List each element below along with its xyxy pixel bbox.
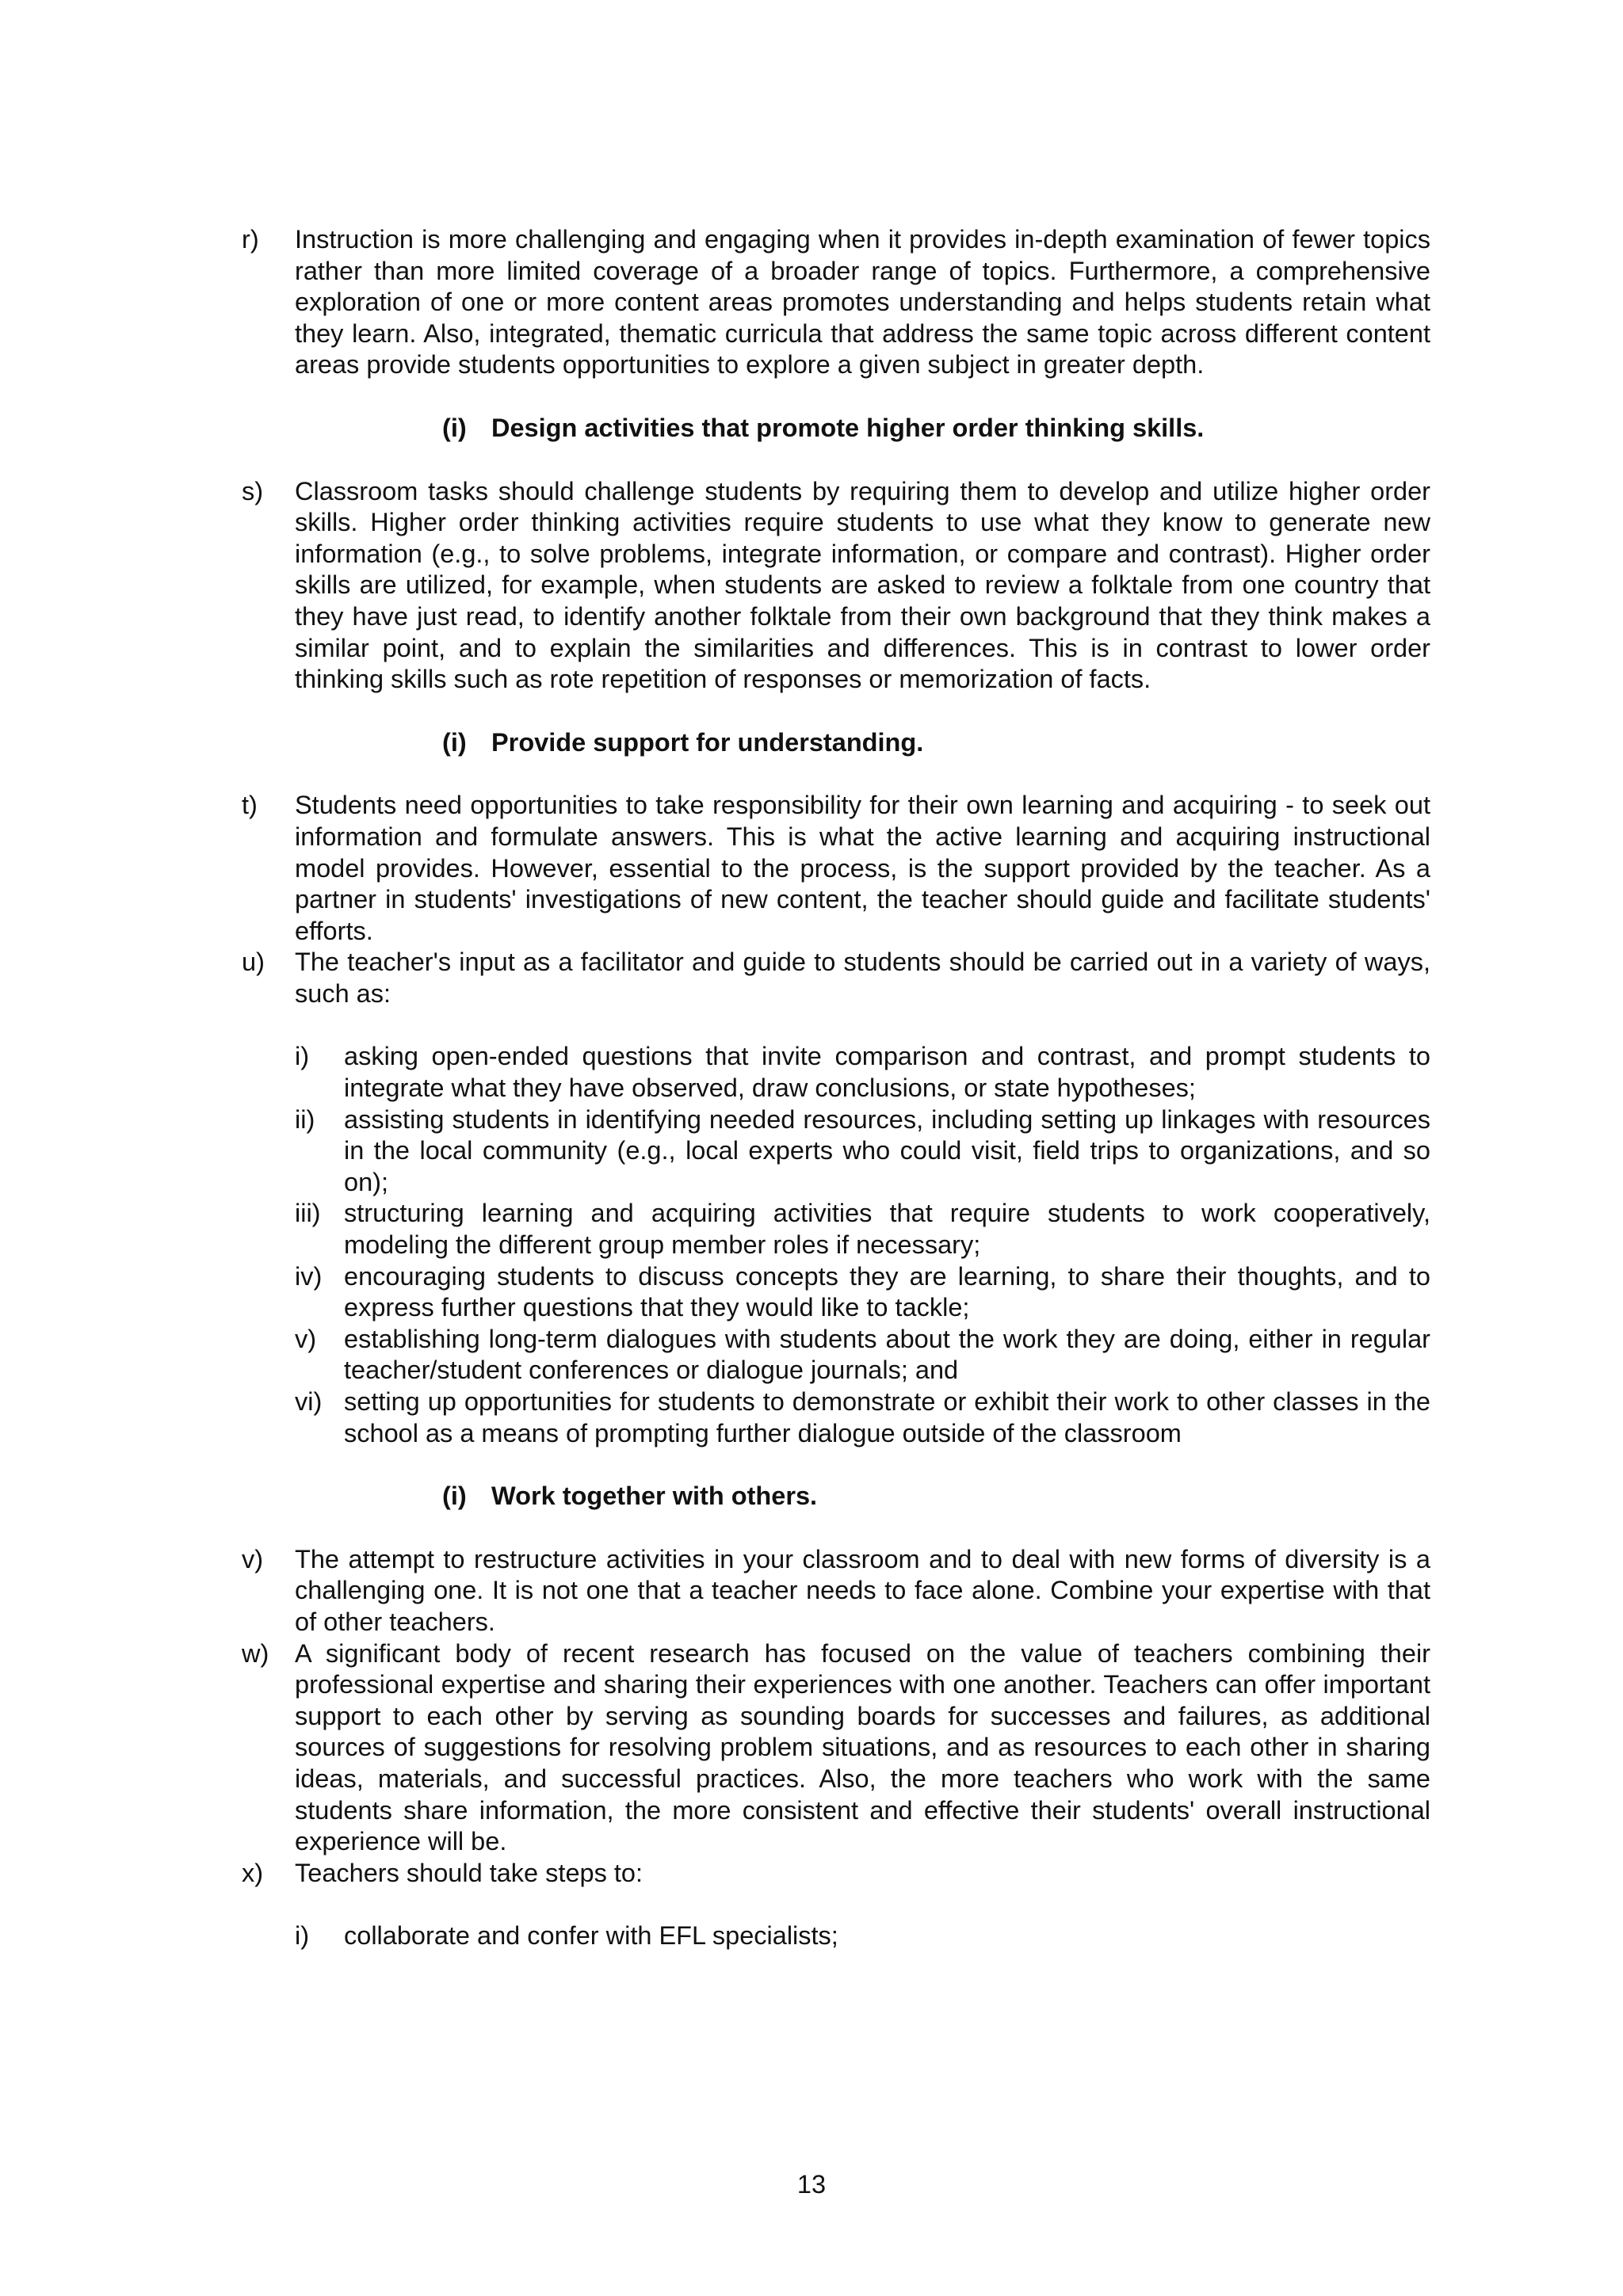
list-item	[295, 1104, 1430, 1199]
item-text: A significant body of recent research has focused on the value of teachers combining their professional expertise and sharing their experiences with one another. Teachers can offer important support to each other by serving as sounding boards for successes and failures, as additional sources of suggestions for resolving problem situations, and as resources to each other in sharing ideas, materials, and successful practices. Also, the more teachers who work with the same students share information, the more consistent and effective their students' overall instructional experience will be.	[295, 1638, 1430, 1856]
list-item-label: iii)	[295, 1199, 321, 1228]
page-body	[242, 224, 1430, 1952]
section-heading	[242, 727, 1430, 759]
item-label: v)	[242, 1544, 264, 1573]
heading-text: Design activities that promote higher order thinking skills.	[491, 413, 1205, 442]
heading-text: Work together with others.	[491, 1482, 818, 1511]
list-item-text: establishing long-term dialogues with students about the work they are doing, either in regular teacher/student conferences or dialogue journals; and	[344, 1324, 1430, 1385]
list-item-text: encouraging students to discuss concepts they are learning, to share their thoughts, and to express further questions that they would like to tackle;	[344, 1261, 1430, 1322]
list-item	[295, 1324, 1430, 1386]
list-item	[295, 1261, 1430, 1324]
item-text: Classroom tasks should challenge students by requiring them to develop and utilize higher order skills. Higher order thinking activities require students to use what they know to generate new information (e.g., to solve problems, integrate information, or compare and contrast). Higher order skills are utilized, for example, when students are asked to review a folktale from one country that they have just read, to identify another folktale from their own background that they think makes a similar point, and to explain the similarities and differences. This is in contrast to lower order thinking skills such as rote repetition of responses or memorization of facts.	[295, 476, 1430, 694]
list-item-text: structuring learning and acquiring activities that require students to work cooperatively, modeling the different group member roles if necessary;	[344, 1199, 1430, 1260]
list-item	[295, 1041, 1430, 1104]
paragraph-s	[242, 476, 1430, 696]
list-item-label: i)	[295, 1921, 310, 1951]
page-number: 13	[796, 2170, 827, 2199]
item-label: t)	[242, 791, 258, 820]
heading-number: (i)	[442, 413, 467, 442]
paragraph-x	[242, 1858, 1430, 1890]
list-item-label: ii)	[295, 1104, 315, 1134]
list-item	[295, 1920, 1430, 1952]
item-label: x)	[242, 1858, 264, 1887]
list-item	[295, 1198, 1430, 1261]
list-item-text: collaborate and confer with EFL specialists;	[344, 1921, 838, 1951]
list-item	[295, 1386, 1430, 1449]
list-item-label: vi)	[295, 1387, 323, 1416]
list-item-label: iv)	[295, 1261, 323, 1291]
heading-number: (i)	[442, 1482, 467, 1511]
item-text: Teachers should take steps to:	[295, 1858, 643, 1887]
item-text: Instruction is more challenging and engaging when it provides in-depth examination of fewer topics rather than more limited coverage of a broader range of topics. Furthermore, a comprehensive exploration of one or more content areas promotes understanding and helps students retain what they learn. Also, integrated, thematic curricula that address the same topic across different content areas provide students opportunities to explore a given subject in greater depth.	[295, 225, 1430, 379]
item-text: The teacher's input as a facilitator and guide to students should be carried out in a variety of ways, such as:	[295, 948, 1430, 1008]
x-sublist	[242, 1920, 1430, 1952]
item-label: u)	[242, 948, 265, 977]
list-item-label: v)	[295, 1324, 317, 1353]
list-item-label: i)	[295, 1042, 310, 1071]
section-heading	[242, 1481, 1430, 1512]
paragraph-v	[242, 1544, 1430, 1638]
item-label: r)	[242, 225, 259, 254]
heading-text: Provide support for understanding.	[491, 727, 924, 757]
heading-number: (i)	[442, 727, 467, 757]
paragraph-r	[242, 224, 1430, 381]
paragraph-t	[242, 790, 1430, 947]
item-text: The attempt to restructure activities in your classroom and to deal with new forms of diversity is a challenging one. It is not one that a teacher needs to face alone. Combine your expertise with that of other teachers.	[295, 1544, 1430, 1636]
list-item-text: setting up opportunities for students to demonstrate or exhibit their work to other classes in the school as a means of prompting further dialogue outside of the classroom	[344, 1387, 1430, 1447]
item-label: w)	[242, 1638, 269, 1668]
section-heading	[242, 413, 1430, 444]
paragraph-w	[242, 1638, 1430, 1858]
list-item-text: asking open-ended questions that invite comparison and contrast, and prompt students to integrate what they have observed, draw conclusions, or state hypotheses;	[344, 1042, 1430, 1103]
list-item-text: assisting students in identifying needed resources, including setting up linkages with resources in the local community (e.g., local experts who could visit, field trips to organizations, and so on);	[344, 1104, 1430, 1196]
item-text: Students need opportunities to take responsibility for their own learning and acquiring - to seek out information and formulate answers. This is what the active learning and acquiring instructional model provides. However, essential to the process, is the support provided by the teacher. As a partner in students' investigations of new content, the teacher should guide and facilitate students' efforts.	[295, 791, 1430, 945]
u-sublist	[242, 1041, 1430, 1449]
paragraph-u	[242, 947, 1430, 1009]
item-label: s)	[242, 476, 264, 505]
